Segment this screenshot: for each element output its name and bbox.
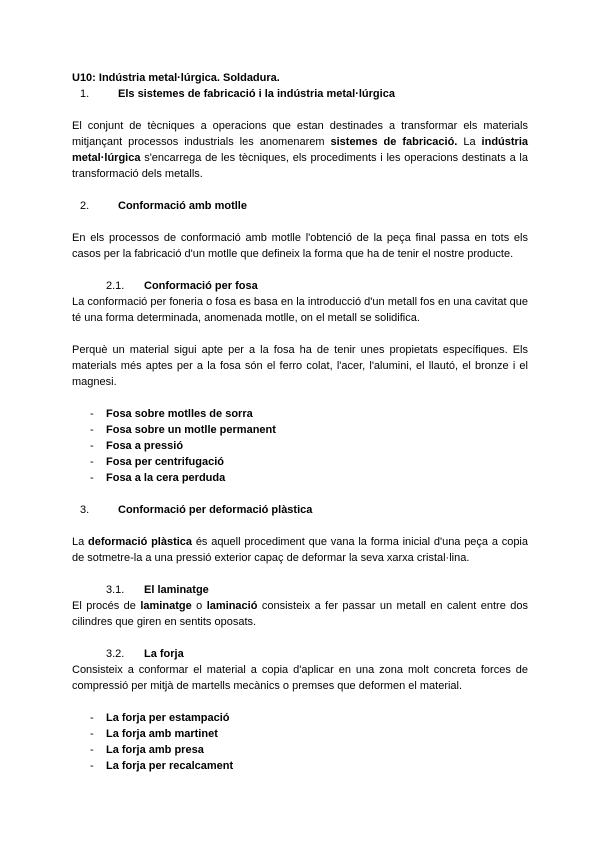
subsection-2-1-title: Conformació per fosa	[144, 280, 258, 292]
section-2-heading	[72, 198, 528, 214]
list-item: - La forja per estampació	[90, 712, 230, 724]
subsection-2-1-paragraph-2: Perquè un material sigui apte per a la fosa ha de tenir unes propietats específiques. Els materials més aptes per a la fosa són el ferro colat, l'acer, l'alumini, el llautó, el bronze i el magnesi.	[72, 344, 528, 388]
list-item: - Fosa a pressió	[90, 440, 184, 452]
subsection-3-2-paragraph: Consisteix a conformar el material a copia d'aplicar en una zona molt concreta forces de compressió per mitjà de martells mecànics o premses que deformen el material.	[72, 664, 528, 692]
subsection-3-1-paragraph: El procés de laminatge o laminació consisteix a fer passar un metall en calent entre dos cilindres que giren en sentits oposats.	[72, 600, 529, 628]
subsection-3-1-heading	[72, 582, 528, 598]
subsection-3-1-title: El laminatge	[144, 584, 209, 596]
subsection-3-2-number: 3.2.	[106, 648, 125, 660]
section-2-title: Conformació amb motlle	[118, 200, 247, 212]
section-3-paragraph: La deformació plàstica és aquell procediment que vana la forma inicial d'una peça a copia de sotmetre-la a una pressió exterior capaç de deformar la seva xarxa cristal·lina.	[72, 536, 528, 564]
section-1-number: 1.	[80, 88, 90, 100]
section-2-number: 2.	[80, 200, 90, 212]
document-title: U10: Indústria metal·lúrgica. Soldadura.	[72, 72, 280, 84]
section-3-heading	[72, 502, 528, 518]
list-item: - La forja per recalcament	[90, 760, 234, 772]
list-item: - La forja amb martinet	[90, 728, 218, 740]
subsection-3-2-title: La forja	[144, 648, 184, 660]
subsection-2-1-number: 2.1.	[106, 280, 125, 292]
document-page	[72, 70, 528, 774]
section-1-title: Els sistemes de fabricació i la indústria metal·lúrgica	[118, 88, 395, 100]
section-3-number: 3.	[80, 504, 90, 516]
list-item: - Fosa sobre un motlle permanent	[90, 424, 276, 436]
list-item: - Fosa a la cera perduda	[90, 472, 226, 484]
section-1-paragraph: El conjunt de tècniques a operacions que estan destinades a transformar els materials mitjançant processos industrials les anomenarem sistemes de fabricació. La indústria metal·lúrgica s'encarrega de les tècniques, els procediments i les operacions destinats a la transformació dels metalls.	[72, 120, 528, 180]
subsection-3-1-number: 3.1.	[106, 584, 125, 596]
subsection-2-1-paragraph-1: La conformació per foneria o fosa es basa en la introducció d'un metall fos en una cavitat que té una forma determinada, anomenada motlle, on el metall se solidifica.	[72, 296, 528, 324]
subsection-3-2-heading	[72, 646, 528, 662]
section-2-paragraph: En els processos de conformació amb motlle l'obtenció de la peça final passa en tots els casos per la fabricació d'un motlle que defineix la forma que ha de tenir el nostre producte.	[72, 232, 528, 260]
section-1-heading	[72, 86, 528, 102]
subsection-2-1-heading	[72, 278, 528, 294]
list-item: - Fosa sobre motlles de sorra	[90, 408, 253, 420]
forging-types-list	[72, 710, 528, 774]
list-item: - Fosa per centrifugació	[90, 456, 224, 468]
casting-types-list	[72, 406, 528, 486]
section-3-title: Conformació per deformació plàstica	[118, 504, 313, 516]
list-item: - La forja amb presa	[90, 744, 204, 756]
